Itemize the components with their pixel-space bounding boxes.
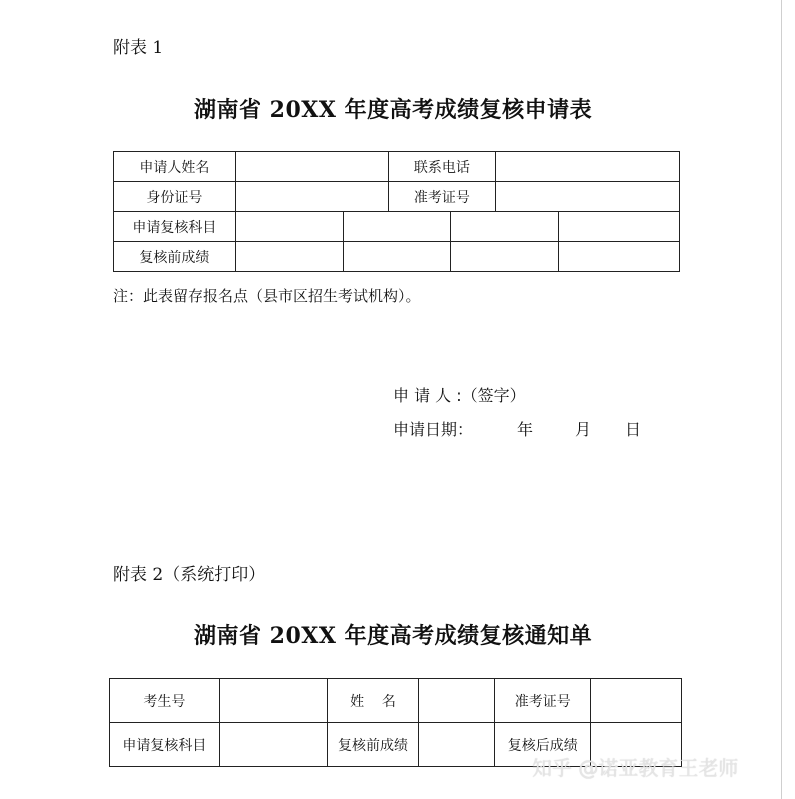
review-subject-field[interactable] (219, 723, 327, 767)
id-number-field[interactable] (235, 182, 388, 212)
post-review-score-label: 复核后成绩 (495, 723, 591, 767)
date-day-label: 日 (625, 420, 642, 439)
exam-number-label: 准考证号 (388, 182, 496, 212)
table-row (114, 242, 680, 272)
application-form-table (113, 151, 680, 272)
pre-review-score-label: 复核前成绩 (327, 723, 419, 767)
applicant-name-field[interactable] (235, 152, 388, 182)
review-subject-label: 申请复核科目 (110, 723, 220, 767)
form-note: 注：此表留存报名点（县市区招生考试机构）。 (113, 287, 421, 305)
annex1-label: 附表 1 (113, 38, 164, 58)
table-row (114, 152, 680, 182)
date-month-label: 月 (575, 420, 592, 439)
application-date-label: 申请日期： (393, 420, 474, 439)
applicant-signature-label: 申 请 人 :（签字） (393, 386, 526, 405)
pre-review-score-label: 复核前成绩 (114, 242, 236, 272)
review-subject-field-4[interactable] (559, 212, 680, 242)
pre-review-score-field-3[interactable] (451, 242, 559, 272)
page-edge (781, 0, 782, 799)
annex2-label: 附表 2（系统打印） (113, 565, 266, 585)
table-row (114, 212, 680, 242)
annex2-title: 湖南省 20XX 年度高考成绩复核通知单 (194, 623, 593, 649)
pre-review-score-field-4[interactable] (559, 242, 680, 272)
candidate-number-label: 考生号 (110, 679, 220, 723)
application-date-line (393, 417, 641, 440)
exam-number-label: 准考证号 (495, 679, 591, 723)
review-subject-field-1[interactable] (235, 212, 343, 242)
phone-field[interactable] (496, 152, 680, 182)
date-year-label: 年 (517, 420, 534, 439)
candidate-number-field[interactable] (219, 679, 327, 723)
name-label: 姓 名 (327, 679, 419, 723)
id-number-label: 身份证号 (114, 182, 236, 212)
applicant-name-label: 申请人姓名 (114, 152, 236, 182)
name-field[interactable] (419, 679, 495, 723)
review-subject-field-2[interactable] (343, 212, 451, 242)
exam-number-field[interactable] (496, 182, 680, 212)
table-row (110, 679, 682, 723)
review-subject-field-3[interactable] (451, 212, 559, 242)
pre-review-score-field[interactable] (419, 723, 495, 767)
exam-number-field[interactable] (591, 679, 682, 723)
phone-label: 联系电话 (388, 152, 496, 182)
table-row (114, 182, 680, 212)
review-subject-label: 申请复核科目 (114, 212, 236, 242)
pre-review-score-field-1[interactable] (235, 242, 343, 272)
watermark: 知乎 @诺亚教育王老师 (532, 756, 739, 780)
pre-review-score-field-2[interactable] (343, 242, 451, 272)
annex1-title: 湖南省 20XX 年度高考成绩复核申请表 (194, 97, 593, 123)
